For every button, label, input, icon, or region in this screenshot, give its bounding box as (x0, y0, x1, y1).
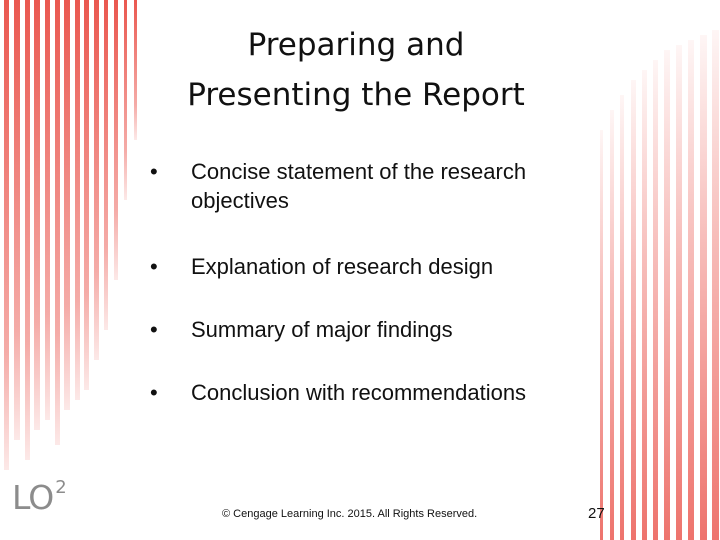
copyright-notice: © Cengage Learning Inc. 2015. All Rights Reserved. (222, 508, 478, 520)
title-line-1: Preparing and (247, 27, 465, 63)
bullet-item (150, 252, 610, 283)
bullet-item (150, 378, 610, 409)
bullet-icon: • (150, 254, 158, 279)
lo-label: LO (12, 478, 54, 517)
page-number: 27 (588, 505, 605, 522)
bullet-item (150, 157, 610, 220)
title-line-2: Presenting the Report (187, 77, 525, 113)
bullet-item (150, 315, 610, 346)
slide-title (0, 20, 712, 120)
bullet-icon: • (150, 159, 158, 184)
lo-number: 2 (55, 477, 67, 498)
bullet-text: Summary of major findings (191, 317, 453, 342)
bullet-list (150, 157, 610, 409)
bullet-icon: • (150, 317, 158, 342)
bullet-text: Concise statement of the research objectives (191, 159, 527, 213)
bullet-text: Explanation of research design (191, 254, 494, 279)
bullet-text: Conclusion with recommendations (191, 380, 527, 405)
learning-objective-badge (12, 478, 65, 517)
bullet-icon: • (150, 380, 158, 405)
